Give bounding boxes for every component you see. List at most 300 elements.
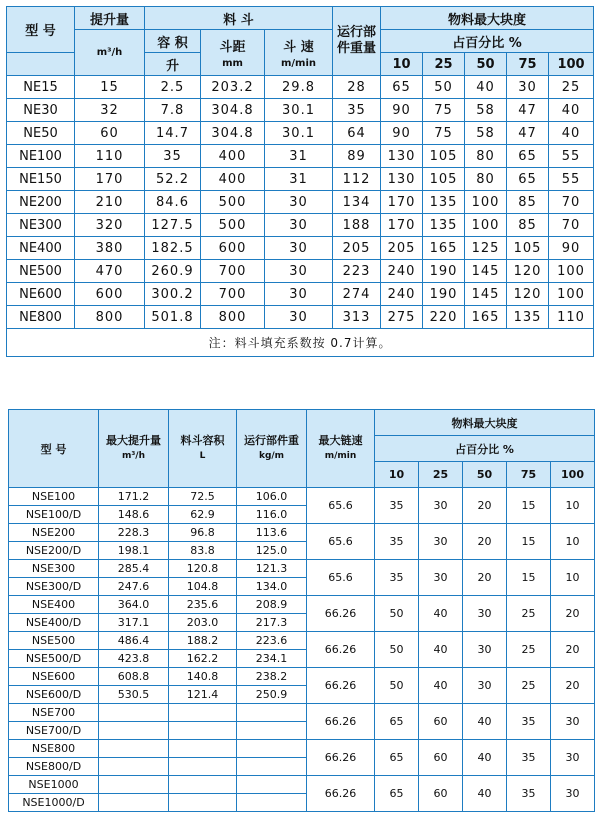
cell-running-weight: 217.3 [237,614,307,632]
cell-p25: 135 [423,191,465,214]
header-pitch: 斗距 mm [201,30,265,76]
header-p100: 100 [549,53,594,76]
cell-p10: 65 [375,704,419,740]
cell-p10: 50 [375,632,419,668]
cell-speed: 29.8 [265,76,333,99]
cell-p100: 10 [551,560,595,596]
cell-p100: 25 [549,76,594,99]
cell-max-lift: 198.1 [99,542,169,560]
table-row [9,740,595,758]
header-percent: 占百分比 % [381,30,594,53]
cell-p100: 10 [551,488,595,524]
cell-hopper-volume [169,776,237,794]
cell-lift: 170 [75,168,145,191]
cell-p75: 65 [507,168,549,191]
cell-running-weight: 116.0 [237,506,307,524]
cell-model: NSE1000 [9,776,99,794]
cell-lift: 470 [75,260,145,283]
header-max-lump: 物料最大块度 [381,7,594,30]
cell-hopper-volume [169,794,237,812]
cell-model: NE150 [7,168,75,191]
cell-max-lift [99,704,169,722]
cell-max-speed: 66.26 [307,632,375,668]
cell-pitch: 400 [201,168,265,191]
cell-lift: 600 [75,283,145,306]
cell-volume: 182.5 [145,237,201,260]
cell-max-speed: 65.6 [307,560,375,596]
header-model: 型 号 [9,410,99,488]
cell-pitch: 203.2 [201,76,265,99]
cell-lift: 32 [75,99,145,122]
cell-p25: 75 [423,122,465,145]
cell-max-speed: 66.26 [307,704,375,740]
cell-volume: 52.2 [145,168,201,191]
cell-running-weight: 223.6 [237,632,307,650]
table-row [9,632,595,650]
cell-volume: 501.8 [145,306,201,329]
cell-speed: 30 [265,283,333,306]
cell-running-weight: 125.0 [237,542,307,560]
cell-volume: 260.9 [145,260,201,283]
cell-lift: 15 [75,76,145,99]
cell-pitch: 304.8 [201,99,265,122]
cell-model: NSE100 [9,488,99,506]
cell-p75: 35 [507,740,551,776]
cell-p50: 40 [463,776,507,812]
table-row [9,704,595,722]
cell-lift: 320 [75,214,145,237]
cell-p75: 120 [507,283,549,306]
cell-p10: 65 [375,776,419,812]
cell-p50: 145 [465,260,507,283]
footnote: 注：料斗填充系数按 0.7计算。 [7,329,594,357]
cell-p100: 30 [551,704,595,740]
cell-p25: 40 [419,596,463,632]
cell-p10: 170 [381,191,423,214]
cell-model: NE800 [7,306,75,329]
cell-max-lift: 608.8 [99,668,169,686]
cell-volume: 300.2 [145,283,201,306]
table-row [9,524,595,542]
cell-max-lift: 423.8 [99,650,169,668]
cell-model: NSE600/D [9,686,99,704]
table-row [7,122,594,145]
cell-p25: 220 [423,306,465,329]
header-running-weight: 运行部件重 kg/m [237,410,307,488]
cell-running-weight [237,722,307,740]
cell-p50: 40 [463,704,507,740]
cell-p75: 35 [507,776,551,812]
cell-running-weight: 106.0 [237,488,307,506]
cell-hopper-volume: 104.8 [169,578,237,596]
cell-hopper-volume [169,758,237,776]
cell-model: NSE800 [9,740,99,758]
cell-p75: 25 [507,632,551,668]
cell-max-lift [99,722,169,740]
cell-pitch: 800 [201,306,265,329]
cell-max-lift [99,776,169,794]
nse-table-body [9,488,595,812]
cell-hopper-volume: 121.4 [169,686,237,704]
cell-p100: 40 [549,122,594,145]
cell-max-lift [99,740,169,758]
nse-spec-table [8,409,595,812]
cell-running-weight: 113.6 [237,524,307,542]
cell-p75: 105 [507,237,549,260]
cell-p75: 120 [507,260,549,283]
cell-p10: 240 [381,283,423,306]
cell-p100: 30 [551,740,595,776]
header-model-blank [7,53,75,76]
cell-pitch: 400 [201,145,265,168]
cell-p10: 65 [375,740,419,776]
cell-p100: 70 [549,191,594,214]
cell-p50: 20 [463,488,507,524]
cell-p100: 90 [549,237,594,260]
cell-p75: 85 [507,191,549,214]
cell-p10: 205 [381,237,423,260]
cell-p25: 135 [423,214,465,237]
cell-running-weight: 234.1 [237,650,307,668]
cell-weight: 28 [333,76,381,99]
cell-p50: 80 [465,168,507,191]
header-p50: 50 [465,53,507,76]
cell-p50: 145 [465,283,507,306]
header-volume-unit: 升 [145,53,201,76]
cell-speed: 30.1 [265,122,333,145]
header-p100: 100 [551,462,595,488]
cell-p10: 170 [381,214,423,237]
cell-p75: 15 [507,488,551,524]
header-model: 型 号 [7,7,75,53]
cell-running-weight: 238.2 [237,668,307,686]
cell-lift: 800 [75,306,145,329]
cell-lift: 60 [75,122,145,145]
cell-max-lift: 171.2 [99,488,169,506]
table-row [7,237,594,260]
cell-hopper-volume: 83.8 [169,542,237,560]
cell-running-weight: 208.9 [237,596,307,614]
cell-p10: 90 [381,99,423,122]
cell-max-lift [99,758,169,776]
cell-p50: 100 [465,214,507,237]
cell-lift: 210 [75,191,145,214]
cell-model: NSE300 [9,560,99,578]
header-max-lump: 物料最大块度 [375,410,595,436]
cell-weight: 89 [333,145,381,168]
cell-p50: 165 [465,306,507,329]
table-row [7,214,594,237]
cell-weight: 223 [333,260,381,283]
cell-p75: 65 [507,145,549,168]
cell-p50: 58 [465,99,507,122]
cell-volume: 7.8 [145,99,201,122]
cell-p10: 240 [381,260,423,283]
cell-p25: 190 [423,283,465,306]
cell-model: NE30 [7,99,75,122]
cell-max-lift [99,794,169,812]
cell-p100: 20 [551,668,595,704]
cell-max-lift: 285.4 [99,560,169,578]
cell-model: NSE500/D [9,650,99,668]
cell-p10: 35 [375,560,419,596]
cell-max-lift: 148.6 [99,506,169,524]
cell-max-lift: 317.1 [99,614,169,632]
cell-speed: 30 [265,306,333,329]
cell-p75: 25 [507,596,551,632]
cell-max-speed: 65.6 [307,488,375,524]
cell-model: NSE200/D [9,542,99,560]
cell-p75: 15 [507,524,551,560]
header-p25: 25 [419,462,463,488]
cell-model: NE100 [7,145,75,168]
cell-hopper-volume: 140.8 [169,668,237,686]
header-max-lift: 最大提升量 m³/h [99,410,169,488]
table-row [7,191,594,214]
cell-p25: 105 [423,168,465,191]
cell-model: NSE800/D [9,758,99,776]
table-row [7,99,594,122]
header-percent: 占百分比 % [375,436,595,462]
cell-p100: 110 [549,306,594,329]
cell-model: NSE200 [9,524,99,542]
cell-model: NE600 [7,283,75,306]
ne-table-body [7,76,594,329]
cell-p50: 40 [463,740,507,776]
header-lift-capacity: 提升量 [75,7,145,30]
cell-hopper-volume: 62.9 [169,506,237,524]
cell-p25: 40 [419,632,463,668]
cell-max-speed: 66.26 [307,668,375,704]
cell-p75: 47 [507,122,549,145]
table-row [7,306,594,329]
cell-speed: 30 [265,191,333,214]
header-hopper-volume: 料斗容积 L [169,410,237,488]
table-row [7,168,594,191]
cell-pitch: 500 [201,214,265,237]
cell-p100: 70 [549,214,594,237]
header-p25: 25 [423,53,465,76]
cell-volume: 127.5 [145,214,201,237]
table-row [9,488,595,506]
header-max-speed: 最大链速 m/min [307,410,375,488]
cell-p50: 125 [465,237,507,260]
cell-p100: 100 [549,283,594,306]
header-volume: 容 积 [145,30,201,53]
cell-p25: 60 [419,740,463,776]
cell-p100: 40 [549,99,594,122]
cell-p100: 55 [549,145,594,168]
cell-model: NE15 [7,76,75,99]
cell-model: NSE1000/D [9,794,99,812]
ne-spec-table [6,6,594,357]
cell-p100: 20 [551,596,595,632]
cell-p25: 190 [423,260,465,283]
cell-hopper-volume: 203.0 [169,614,237,632]
table-row [7,283,594,306]
cell-p10: 50 [375,668,419,704]
cell-model: NSE400/D [9,614,99,632]
cell-speed: 31 [265,168,333,191]
cell-model: NE300 [7,214,75,237]
cell-p10: 90 [381,122,423,145]
header-speed: 斗 速 m/min [265,30,333,76]
cell-p10: 50 [375,596,419,632]
cell-weight: 313 [333,306,381,329]
cell-model: NSE400 [9,596,99,614]
cell-p75: 35 [507,704,551,740]
cell-p75: 30 [507,76,549,99]
cell-p50: 58 [465,122,507,145]
cell-weight: 134 [333,191,381,214]
cell-p75: 85 [507,214,549,237]
cell-p10: 130 [381,145,423,168]
cell-p10: 35 [375,488,419,524]
header-lift-unit: m³/h [75,30,145,76]
cell-p25: 50 [423,76,465,99]
cell-running-weight [237,758,307,776]
cell-speed: 30.1 [265,99,333,122]
header-running-weight: 运行部件重量 [333,7,381,76]
cell-running-weight [237,794,307,812]
header-p10: 10 [375,462,419,488]
cell-max-lift: 364.0 [99,596,169,614]
cell-pitch: 700 [201,260,265,283]
header-p75: 75 [507,53,549,76]
cell-max-lift: 228.3 [99,524,169,542]
cell-hopper-volume: 235.6 [169,596,237,614]
cell-pitch: 500 [201,191,265,214]
cell-hopper-volume: 96.8 [169,524,237,542]
cell-speed: 30 [265,237,333,260]
cell-volume: 84.6 [145,191,201,214]
cell-volume: 14.7 [145,122,201,145]
cell-model: NE500 [7,260,75,283]
cell-model: NE200 [7,191,75,214]
cell-model: NSE600 [9,668,99,686]
cell-running-weight: 250.9 [237,686,307,704]
cell-hopper-volume: 188.2 [169,632,237,650]
cell-p50: 20 [463,524,507,560]
cell-lift: 110 [75,145,145,168]
cell-max-speed: 66.26 [307,776,375,812]
cell-weight: 112 [333,168,381,191]
cell-p10: 275 [381,306,423,329]
cell-weight: 205 [333,237,381,260]
cell-model: NSE700/D [9,722,99,740]
cell-lift: 380 [75,237,145,260]
cell-model: NE400 [7,237,75,260]
cell-speed: 30 [265,214,333,237]
table-row [7,260,594,283]
table-row [7,145,594,168]
cell-volume: 35 [145,145,201,168]
cell-model: NE50 [7,122,75,145]
cell-model: NSE100/D [9,506,99,524]
cell-pitch: 304.8 [201,122,265,145]
cell-weight: 274 [333,283,381,306]
header-p50: 50 [463,462,507,488]
cell-hopper-volume [169,722,237,740]
cell-hopper-volume [169,704,237,722]
cell-p50: 80 [465,145,507,168]
header-hopper: 料 斗 [145,7,333,30]
cell-p25: 30 [419,488,463,524]
cell-hopper-volume: 120.8 [169,560,237,578]
cell-max-lift: 247.6 [99,578,169,596]
cell-max-speed: 66.26 [307,740,375,776]
cell-pitch: 700 [201,283,265,306]
cell-p25: 60 [419,776,463,812]
table-row [9,596,595,614]
cell-p100: 20 [551,632,595,668]
cell-p10: 35 [375,524,419,560]
cell-p10: 65 [381,76,423,99]
cell-p75: 47 [507,99,549,122]
cell-p25: 165 [423,237,465,260]
cell-p75: 15 [507,560,551,596]
header-p10: 10 [381,53,423,76]
cell-p50: 30 [463,668,507,704]
cell-p25: 30 [419,524,463,560]
cell-p25: 40 [419,668,463,704]
cell-p75: 135 [507,306,549,329]
cell-running-weight [237,704,307,722]
cell-p75: 25 [507,668,551,704]
cell-p100: 30 [551,776,595,812]
cell-max-lift: 530.5 [99,686,169,704]
cell-volume: 2.5 [145,76,201,99]
header-p75: 75 [507,462,551,488]
cell-p25: 30 [419,560,463,596]
cell-max-lift: 486.4 [99,632,169,650]
cell-running-weight: 134.0 [237,578,307,596]
cell-p50: 20 [463,560,507,596]
cell-running-weight: 121.3 [237,560,307,578]
cell-hopper-volume: 162.2 [169,650,237,668]
cell-weight: 188 [333,214,381,237]
cell-speed: 31 [265,145,333,168]
table-row [9,560,595,578]
cell-p25: 75 [423,99,465,122]
cell-max-speed: 65.6 [307,524,375,560]
table-row [7,76,594,99]
cell-max-speed: 66.26 [307,596,375,632]
cell-p50: 30 [463,596,507,632]
cell-hopper-volume: 72.5 [169,488,237,506]
cell-model: NSE700 [9,704,99,722]
table-row [9,776,595,794]
cell-p10: 130 [381,168,423,191]
cell-model: NSE300/D [9,578,99,596]
cell-weight: 35 [333,99,381,122]
cell-p100: 100 [549,260,594,283]
cell-p25: 105 [423,145,465,168]
cell-p50: 40 [465,76,507,99]
cell-p100: 55 [549,168,594,191]
cell-running-weight [237,740,307,758]
cell-running-weight [237,776,307,794]
cell-pitch: 600 [201,237,265,260]
cell-p50: 100 [465,191,507,214]
table-row [9,668,595,686]
cell-p50: 30 [463,632,507,668]
cell-weight: 64 [333,122,381,145]
cell-speed: 30 [265,260,333,283]
cell-model: NSE500 [9,632,99,650]
cell-p100: 10 [551,524,595,560]
cell-hopper-volume [169,740,237,758]
